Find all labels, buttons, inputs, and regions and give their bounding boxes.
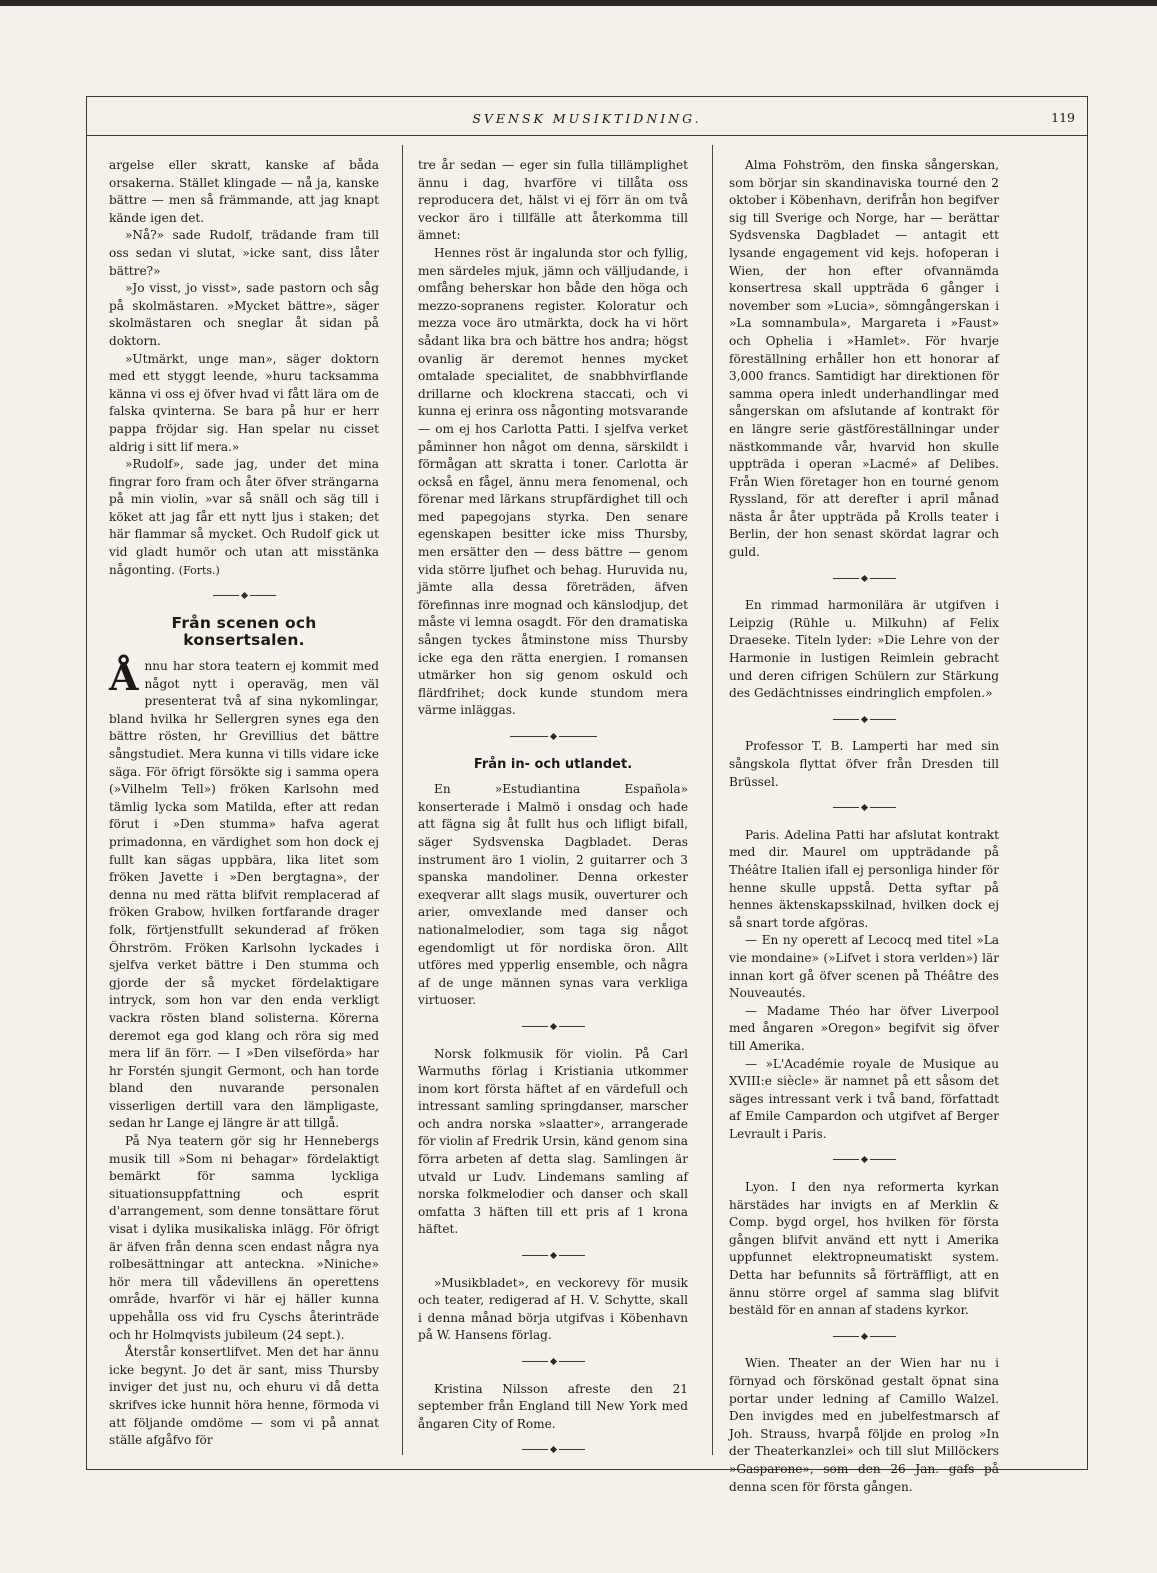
paragraph: Norsk folkmusik för violin. På Carl Warmuths förlag i Kristiania utkommer inom kort första häftet af en värdefull och intressant samling springdanser, marscher och andra norska »slaatter», arrangerade för violin af Fredrik Ursin, känd genom sina förra arbeten af detta slag. Samlingen är utvald ur Ludv. Lindemans samling af norska folkmelodier och danser och skall omfatta 3 häften till ett pris af 1 krona häftet. <box>418 1046 688 1237</box>
paragraph <box>109 654 379 1133</box>
column-rule <box>402 145 403 1455</box>
paragraph: Hennes röst är ingalunda stor och fyllig, men särdeles mjuk, jämn och välljudande, i omfång beherskar hon både den höga och mezzo-sopranens register. Koloratur och mezza voce äro utmärkta, dock ha vi hört sådant lika bra och bättre hos andra; högst ovanlig är deremot hennes mycket omtalade specialitet, de snabbhvirflande drillarne och klockrena staccati, och vi kunna ej erinra oss någonting motsvarande — om ej hos Carlotta Patti. I sjelfva verket påminner hon något om denna, särskildt i förmågan att skratta i toner. Carlotta är också en fågel, ännu mera fenomenal, och förenar med lärkans strupfärdighet till och med papegojans styrka. Den senare egenskapen besitter icke miss Thursby, men ersätter den — dess bättre — genom vida större ljufhet och behag. Huruvida nu, jämte alla dessa företräden, äfven förefinnas inre mognad och känslodjup, det måste vi lemna osagdt. För den dramatiska sången tyckes åtminstone miss Thursby icke ega den rätta energien. I romansen utmärker hon sig genom oskuld och flärdfrihet; dock kunde stundom mera värme inläggas. <box>418 245 688 718</box>
paragraph: — Madame Théo har öfver Liverpool med ångaren »Oregon» begifvit sig öfver till Amerika. <box>729 1003 999 1053</box>
page-frame <box>86 96 1088 1494</box>
item-separator <box>418 1247 688 1265</box>
column-left <box>109 157 379 1450</box>
paragraph: En »Estudiantina Española» konserterade i Malmö i onsdag och hade att fägna sig åt fullt hus och lifligt bifall, säger Sydsvenska Dagbladet. Deras instrument äro 1 violin, 2 guitarrer och 3 spanska mandoliner. Denna orkester exeqverar allt slags musik, ouverturer och arier, omvexlande med danser och nationalmelodier, som taga sig något egendomligt ut för nordiska öron. Allt utföres med ypperlig ensemble, och några af de unge männen synas vara verkliga virtuoser. <box>418 782 688 1008</box>
item-separator <box>418 1441 688 1459</box>
paragraph: argelse eller skratt, kanske af båda orsakerna. Stället klingade — nå ja, kanske bättre — men så främmande, att jag knapt kände igen det. <box>109 158 379 225</box>
item-separator <box>729 1328 999 1346</box>
paragraph: Paris. Adelina Patti har afslutat kontrakt med dir. Maurel om uppträdande på Théâtre Italien ifall ej personliga hinder för henne skulle uppstå. Detta syftar på hennes äktenskapsskilnad, hvilken dock ej så snart torde afgöras. <box>729 827 999 930</box>
item-separator <box>729 711 999 729</box>
paragraph: »Musikbladet», en veckorevy för musik och teater, redigerad af H. V. Schytte, skall i denna månad börja utgifvas i Köbenhavn på W. Hansens förlag. <box>418 1275 688 1343</box>
section-heading: Från in- och utlandet. <box>473 756 633 772</box>
paragraph: Lyon. I den nya reformerta kyrkan härstädes har invigts en af Merklin & Comp. bygd orgel, hos hvilken för första gången blifvit använd ett nytt i Amerika uppfunnet elektropneumatiskt system. Detta har befunnits så förträffligt, att en ännu större orgel af samma slag blifvit bestäld för en annan af stadens kyrkor. <box>729 1180 999 1318</box>
drop-cap: Å <box>109 654 139 700</box>
section-separator <box>418 728 688 746</box>
item-separator <box>729 799 999 817</box>
item-separator <box>418 1018 688 1036</box>
paragraph: — En ny operett af Lecocq med titel »La vie mondaine» (»Lifvet i stora verlden») lär innan kort gå öfver scenen på Théâtre des Nouveautés. <box>729 933 999 1001</box>
column-right <box>729 157 999 1496</box>
paragraph: Wien. Theater an der Wien har nu i förnyad och förskönad gestalt öpnat sina portar under ledning af Camillo Walzel. Den invigdes med en jubelfestmarsch af Joh. Strauss, hvarpå följde en prolog »In der Theaterkanzlei» och till slut Millöckers »Gasparone», som den 26 Jan. gafs på denna scen för första gången. <box>729 1356 999 1494</box>
paragraph: »Jo visst, jo visst», sade pastorn och såg på skolmästaren. »Mycket bättre», säger skolmästaren och sneglar åt sidan på doktorn. <box>109 281 379 348</box>
paragraph: Återstår konsertlifvet. Men det har ännu icke begynt. Jo det är sant, miss Thursby inviger det just nu, och ehuru vi då detta skrifves icke hunnit höra henne, förmoda vi att följande omdöme — som vi på annat ställe afgåfvo för <box>109 1345 379 1448</box>
paragraph: På Nya teatern gör sig hr Hennebergs musik till »Som ni behagar» fördelaktigt bemärkt för samma lyckliga situationsuppfattning och esprit d'arrangement, som denne tonsättare förut visat i dylika musikaliska inlägg. För öfrigt är äfven från denna scen endast några nya rolbesättningar att anteckna. »Niniche» hör mera till vådevillens än operettens område, hvarför vi här ej häller kunna uppehålla oss vid fru Cyschs återinträde och hr Holmqvists jubileum (24 sept.). <box>109 1134 379 1342</box>
paragraph: Kristina Nilsson afreste den 21 september från England till New York med ångaren City of Rome. <box>418 1381 688 1431</box>
paragraph: En rimmad harmonilära är utgifven i Leipzig (Rühle u. Milkuhn) af Felix Draeseke. Titeln lyder: »Die Lehre von der Harmonie in lustigen Reimlein gebracht und deren cifrigen Schülern zur Stärkung des Gedächtnisses eindringlich empfolen.» <box>729 598 999 701</box>
paragraph: tre år sedan — eger sin fulla tillämplighet ännu i dag, hvarföre vi tillåta oss reproducera det, hälst vi ej förr än om två veckor äro i tillfälle att återkomma till ämnet: <box>418 158 688 243</box>
item-separator <box>418 1353 688 1371</box>
column-rule <box>712 145 713 1455</box>
section-separator <box>109 587 379 605</box>
page-number: 119 <box>1051 110 1075 125</box>
item-separator <box>729 1151 999 1169</box>
paragraph-text: »Rudolf», sade jag, under det mina fingrar foro fram och åter öfver strängarna på min violin, »var så snäll och säg till i köket att jag får ett nytt ljus i staken; det här flammar så mycket. Och Rudolf gick ut vid gladt humör och utan att misstänka någonting. <box>109 457 379 577</box>
section-heading: Från scenen och konsertsalen. <box>171 613 317 650</box>
paragraph: Alma Fohström, den finska sångerskan, som börjar sin skandinaviska tourné den 2 oktober i Köbenhavn, derifrån hon begifver sig till Sverige och Norge, har — berättar Sydsvenska Dagbladet — antagit ett lysande engagement vid kejs. hofoperan i Wien, der hon efter ofvannämda konsertresa skall uppträda 6 gånger i november som »Lucia», sömngångerskan i »La somnambula», Margareta i »Faust» och Ophelia i »Hamlet». För hvarje föreställning erhåller hon ett honorar af 3,000 francs. Samtidigt har direktionen för samma opera inledt underhandlingar med sångerskan om afslutande af kontrakt för en längre serie gästföreställningar under nästkommande vår, hvarvid hon skulle uppträda i operan »Lacmé» af Delibes. Från Wien företager hon en tourné genom Ryssland, för att derefter i april månad nästa år åter uppträda på Krolls teater i Berlin, der hon senast skördat lagrar och guld. <box>729 158 999 560</box>
top-edge <box>0 0 1157 6</box>
paragraph: — »L'Académie royale de Musique au XVIII:e siècle» är namnet på ett såsom det säges intressant verk i två band, författadt af Emile Campardon och utgifvet af Berger Levrault i Paris. <box>729 1056 999 1141</box>
item-separator <box>729 570 999 588</box>
page-header <box>87 97 1087 136</box>
paragraph-text: nnu har stora teatern ej kommit med något nytt i operaväg, men väl presenterat två af sina nykomlingar, bland hvilka hr Sellergren synes ega den bättre rösten, hr Grevillius det bättre sångstudiet. Mera kunna vi tills vidare icke säga. För öfrigt försökte sig i samma opera (»Vilhelm Tell») fröken Karlsohn med tämlig lycka som Matilda, efter att redan förut i »Den stumma» hafva agerat primadonna, en värdighet som hon dock ej fullt kan sägas uppbära, lika litet som fröken Javette i »Den bergtagna», der denna nu med rätta blifvit remplacerad af fröken Grabow, hvilken fortfarande drager folk, förtjenstfullt sekunderad af fröken Öhrström. Fröken Karlsohn lyckades i sjelfva verket bättre i Den stumma och gjorde der så mycket fördelaktigare intryck, som hon var den enda verkligt vackra rösten bland solisterna. Körerna deremot ega god klang och röra sig med mera lif än förr. — I »Den vilseförda» har hr Forstén sjungit Germont, och han torde bland den nuvarande personalen visserligen dertill vara den lämpligaste, sedan hr Lange ej längre är att tillgå. <box>109 659 379 1131</box>
running-title: SVENSK MUSIKTIDNING. <box>472 111 702 126</box>
paragraph <box>109 456 379 579</box>
paragraph: »Nå?» sade Rudolf, trädande fram till oss sedan vi slutat, »icke sant, diss låter bättre?» <box>109 228 379 278</box>
forts-note: (Forts.) <box>178 563 220 577</box>
column-middle <box>418 157 688 1469</box>
paragraph: »Utmärkt, unge man», säger doktorn med ett styggt leende, »huru tacksamma känna vi oss ej öfver hvad vi fått lära om de falska qvinterna. Se bara på hur er herr pappa fröjdar sig. Han spelar nu cisset aldrig i sitt lif mera.» <box>109 351 379 454</box>
paragraph: Professor T. B. Lamperti har med sin sångskola flyttat öfver från Dresden till Brüssel. <box>729 739 999 789</box>
